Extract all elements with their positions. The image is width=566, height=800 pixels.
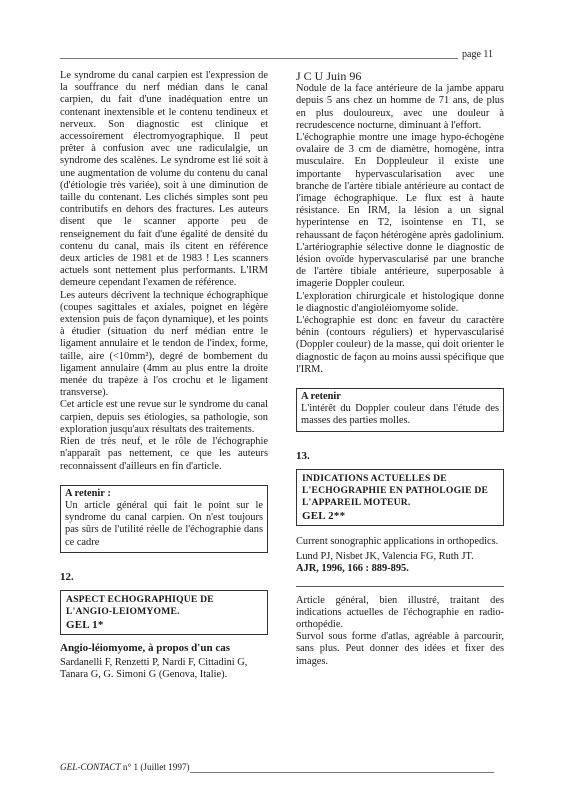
journal-citation: AJR, 1996, 166 : 889-895.	[296, 563, 409, 575]
case-title: Angio-léiomyome, à propos d'un cas	[60, 641, 231, 654]
authors: Sardanelli F, Renzetti P, Nardi F, Cittadini G, Tanara G, G. Simoni G (Genova, Italie).	[60, 657, 248, 681]
authors: Lund PJ, Nisbet JK, Valencia FG, Ruth JT.	[296, 551, 474, 563]
section-title-box-13	[296, 469, 504, 526]
right-paragraph-1: Nodule de la face antérieure de la jambe apparu depuis 5 ans chez un homme de 71 ans, de plus en plus douloureux, avec une douleur à recrudescence nocturne, diminuant à l'effort.	[296, 83, 504, 131]
summary-paragraph-1: Article général, bien illustré, traitant des indications actuelles de l'échographie en radio-orthopédie.	[296, 594, 504, 630]
retenir-box-left	[60, 485, 268, 553]
page-number: page 11	[462, 49, 494, 60]
journal-ref: J C U Juin 96	[296, 69, 362, 83]
section-number-12: 12.	[60, 570, 74, 583]
retenir-title: A retenir :	[65, 487, 111, 499]
article-title: Current sonographic applications in orthopedics.	[296, 535, 499, 547]
intro-paragraph-1: Le syndrome du canal carpien est l'expression de la souffrance du nerf médian dans le canal carpien, du fait d'une inadéquation entre un contenant inextensible et le contenu tendineux et nerveux. Son diagnostic est clinique et accessoirement électromyographique. Il peut prêter à confusion avec une radiculalgie, un syndrome des scalènes. Le syndrome est lié soit à une augmentation de volume du contenu du canal (d'étiologie très variée), soit à une diminution de taille du contenant. Les clichés simples sont peu contributifs en dehors des fractures. Les auteurs disent que le scanner apporte peu de renseignement du fait d'une égalité de densité du contenu du canal, mais ils citent en référence deux articles de 1981 et de 1983 ! Les scanners actuels sont nettement plus performants. L'IRM demeure cependant l'examen de référence.	[60, 70, 268, 289]
footer-issue: n° 1 (Juillet 1997)	[122, 762, 190, 772]
footer-journal: GEL-CONTACT	[60, 762, 121, 772]
section-number-13: 13.	[296, 449, 310, 462]
left-column	[60, 70, 268, 682]
right-paragraph-2: L'échographie montre une image hypo-échogène ovalaire de 3 cm de diamètre, homogène, intra musculaire. En Doppleuleur il existe une importante hypervascularisation avec une branche de l'artère tibiale antérieure au contact de l'image échographique. Le flux est à haute résistance. En IRM, la lésion a un signal hyperintense en T2, isointense en T1, se rehaussant de façon hétérogène après gadolinium. L'artériographie sélective donne le diagnostic de lésion ovoïde hypervascularisé par une branche de l'artère tibiale antérieure, superposable à imagerie Doppler couleur.	[296, 132, 504, 290]
gel-rating: GEL 1*	[66, 618, 104, 631]
retenir-text: Un article général qui fait le point sur le syndrome du canal carpien. On n'est toujours pas sûrs de l'utilité réelle de l'échographie dans ce cadre	[65, 499, 263, 548]
intro-paragraph-4: Rien de très neuf, et le rôle de l'échographie n'apparaît pas nettement, ce que les auteurs reconnaissent d'ailleurs en fin d'article.	[60, 436, 268, 472]
section-title: ASPECT ECHOGRAPHIQUE DE L'ANGIO-LEIOMYOME.	[66, 593, 214, 617]
summary-paragraph-2: Survol sous forme d'atlas, agréable à parcourir, sans plus. Peut donner des idées et fixer des images.	[296, 631, 504, 667]
intro-paragraph-3: Cet article est une revue sur le syndrome du canal carpien, depuis ses étiologies, sa pathologie, son exploration jusqu'aux résultats des traitements.	[60, 399, 268, 435]
section-title: INDICATIONS ACTUELLES DE L'ECHOGRAPHIE EN PATHOLOGIE DE L'APPAREIL MOTEUR.	[302, 472, 489, 508]
right-paragraph-3: L'exploration chirurgicale et histologique donne le diagnostic d'angioléiomyome solide.	[296, 290, 504, 314]
right-column	[296, 70, 504, 668]
header-rule	[60, 58, 458, 59]
gel-rating: GEL 2**	[302, 509, 346, 522]
intro-paragraph-2: Les auteurs décrivent la technique échographique (coupes sagittales et axiales, poignet en légère extension puis de façon dynamique), et les points à étudier (situation du nerf médian entre le ligament annulaire et le tendon de l'index, forme, taille, aire (<10mm²), degré de bombement du ligament annulaire (4mm au plus entre la droite menée du trapèze à l'os crochu et le ligament transverse).	[60, 289, 268, 399]
right-paragraph-4: L'échographie est donc en faveur du caractère bénin (contours réguliers) et hypervascularisé (Doppler couleur) de la masse, qui doit orienter le diagnostic de façon au moins aussi spécifique que l'IRM.	[296, 315, 504, 375]
footer-rule	[190, 772, 494, 773]
section-title-box-12	[60, 590, 268, 635]
retenir-box-right	[296, 388, 504, 432]
divider	[296, 586, 504, 587]
footer	[60, 762, 190, 772]
retenir-title: A retenir	[301, 391, 341, 403]
retenir-text: L'intérêt du Doppler couleur dans l'étude des masses des parties molles.	[301, 403, 499, 427]
